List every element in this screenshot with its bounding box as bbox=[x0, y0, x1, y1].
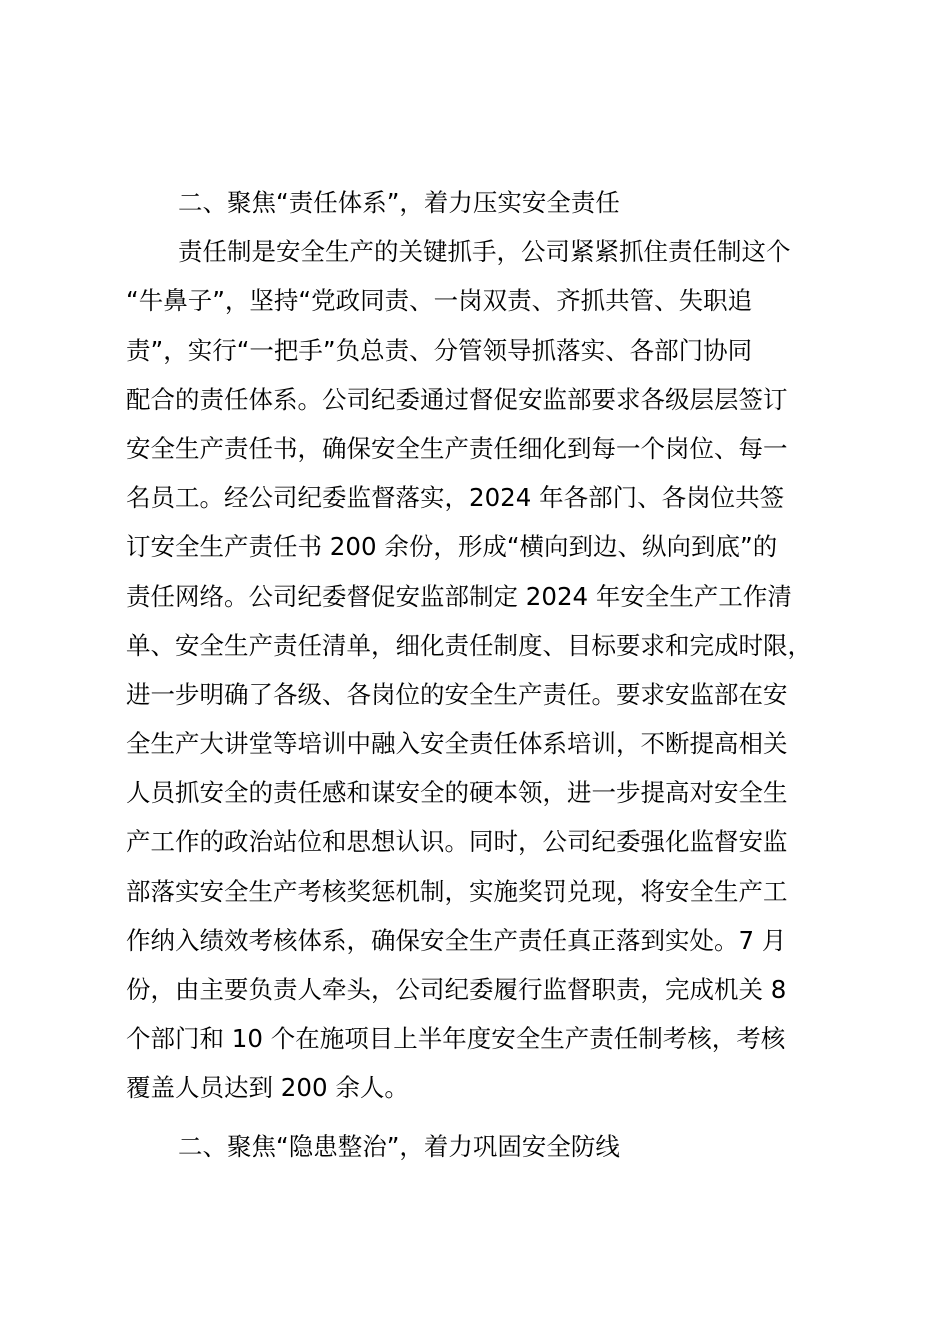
paragraph-line: 单、安全生产责任清单，细化责任制度、目标要求和完成时限， bbox=[126, 630, 812, 660]
paragraph bbox=[126, 227, 836, 1112]
paragraph-line: 责”，实行“一把手”负总责、分管领导抓落实、各部门协同 bbox=[126, 335, 753, 365]
document-body bbox=[126, 178, 836, 1171]
paragraph-line: 份，由主要负责人牵头，公司纪委履行监督职责，完成机关 8 bbox=[126, 975, 787, 1004]
paragraph-line: 人员抓安全的责任感和谋安全的硬本领，进一步提高对安全生 bbox=[126, 778, 788, 808]
paragraph-line: 覆盖人员达到 200 余人。 bbox=[126, 1073, 409, 1103]
paragraph-line: 配合的责任体系。公司纪委通过督促安监部要求各级层层签订 bbox=[126, 384, 788, 414]
paragraph-line: 个部门和 10 个在施项目上半年度安全生产责任制考核，考核 bbox=[126, 1024, 786, 1054]
paragraph-line: 安全生产责任书，确保安全生产责任细化到每一个岗位、每一 bbox=[126, 433, 788, 463]
section-heading: 二、聚焦“责任体系”，着力压实安全责任 bbox=[178, 188, 620, 217]
paragraph-line: 订安全生产责任书 200 余份，形成“横向到边、纵向到底”的 bbox=[126, 532, 778, 562]
paragraph-line: 全生产大讲堂等培训中融入安全责任体系培训，不断提高相关 bbox=[126, 729, 788, 759]
paragraph-line: 责任制是安全生产的关键抓手，公司紧紧抓住责任制这个 bbox=[178, 237, 791, 267]
paragraph-line: 名员工。经公司纪委监督落实，2024 年各部门、各岗位共签 bbox=[126, 483, 785, 513]
paragraph-line: 作纳入绩效考核体系，确保安全生产责任真正落到实处。7 月 bbox=[126, 925, 787, 955]
paragraph-line: “牛鼻子”，坚持“党政同责、一岗双责、齐抓共管、失职追 bbox=[126, 286, 753, 316]
paragraph-line: 部落实安全生产考核奖惩机制，实施奖罚兑现，将安全生产工 bbox=[126, 876, 788, 906]
paragraph-line: 责任网络。公司纪委督促安监部制定 2024 年安全生产工作清 bbox=[126, 581, 792, 611]
section-heading: 二、聚焦“隐患整治”，着力巩固安全防线 bbox=[178, 1131, 620, 1161]
paragraph-line: 进一步明确了各级、各岗位的安全生产责任。要求安监部在安 bbox=[126, 679, 788, 709]
paragraph-line: 产工作的政治站位和思想认识。同时，公司纪委强化监督安监 bbox=[126, 827, 788, 857]
